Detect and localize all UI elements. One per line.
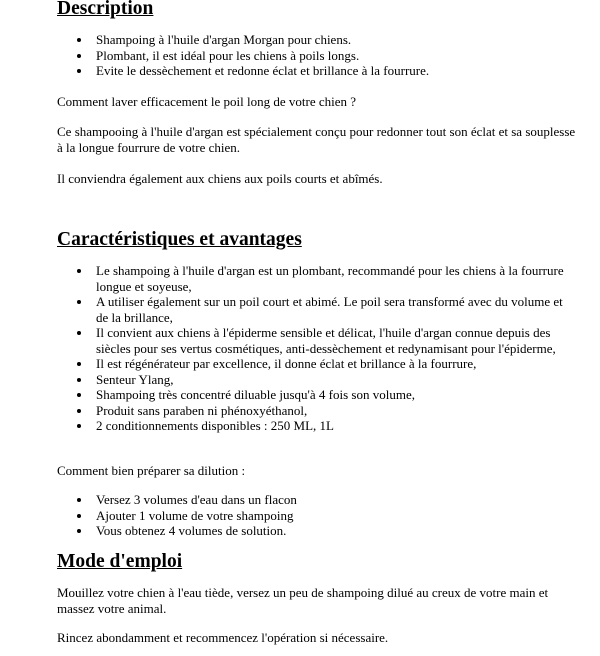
list-item: Plombant, il est idéal pour les chiens à poils longs. — [57, 48, 577, 64]
features-bullet-list — [57, 263, 577, 434]
description-paragraph-2: Il conviendra également aux chiens aux poils courts et abîmés. — [57, 171, 383, 186]
list-item: Le shampoing à l'huile d'argan est un plombant, recommandé pour les chiens à la fourrure longue et soyeuse, — [57, 263, 577, 294]
usage-heading: Mode d'emploi — [57, 551, 183, 572]
features-heading: Caractéristiques et avantages — [57, 229, 302, 250]
description-paragraph-1: Ce shampooing à l'huile d'argan est spécialement conçu pour redonner tout son éclat et sa souplesse à la longue fourrure de votre chien. — [57, 124, 576, 155]
list-item: Il convient aux chiens à l'épiderme sensible et délicat, l'huile d'argan connue depuis des siècles pour ses vertus cosmétiques, anti-dessèchement et redynamisant pour l'épiderme, — [57, 325, 577, 356]
description-bullet-list — [57, 32, 577, 79]
dilution-steps-list — [57, 492, 577, 539]
dilution-intro: Comment bien préparer sa dilution : — [57, 463, 246, 478]
list-item: Ajouter 1 volume de votre shampoing — [57, 508, 577, 524]
list-item: Il est régénérateur par excellence, il donne éclat et brillance à la fourrure, — [57, 356, 577, 372]
list-item: Shampoing très concentré diluable jusqu'à 4 fois son volume, — [57, 387, 577, 403]
description-heading: Description — [57, 0, 154, 19]
usage-paragraph-1: Mouillez votre chien à l'eau tiède, versez un peu de shampoing dilué au creux de votre main et massez votre animal. — [57, 585, 549, 616]
list-item: 2 conditionnements disponibles : 250 ML, 1L — [57, 418, 577, 434]
list-item: Versez 3 volumes d'eau dans un flacon — [57, 492, 577, 508]
description-question: Comment laver efficacement le poil long de votre chien ? — [57, 94, 357, 109]
list-item: Produit sans paraben ni phénoxyéthanol, — [57, 403, 577, 419]
list-item: A utiliser également sur un poil court et abimé. Le poil sera transformé avec du volume et de la brillance, — [57, 294, 577, 325]
list-item: Shampoing à l'huile d'argan Morgan pour chiens. — [57, 32, 577, 48]
list-item: Vous obtenez 4 volumes de solution. — [57, 523, 577, 539]
usage-paragraph-2: Rincez abondamment et recommencez l'opération si nécessaire. — [57, 630, 389, 645]
list-item: Senteur Ylang, — [57, 372, 577, 388]
list-item: Evite le dessèchement et redonne éclat et brillance à la fourrure. — [57, 63, 577, 79]
